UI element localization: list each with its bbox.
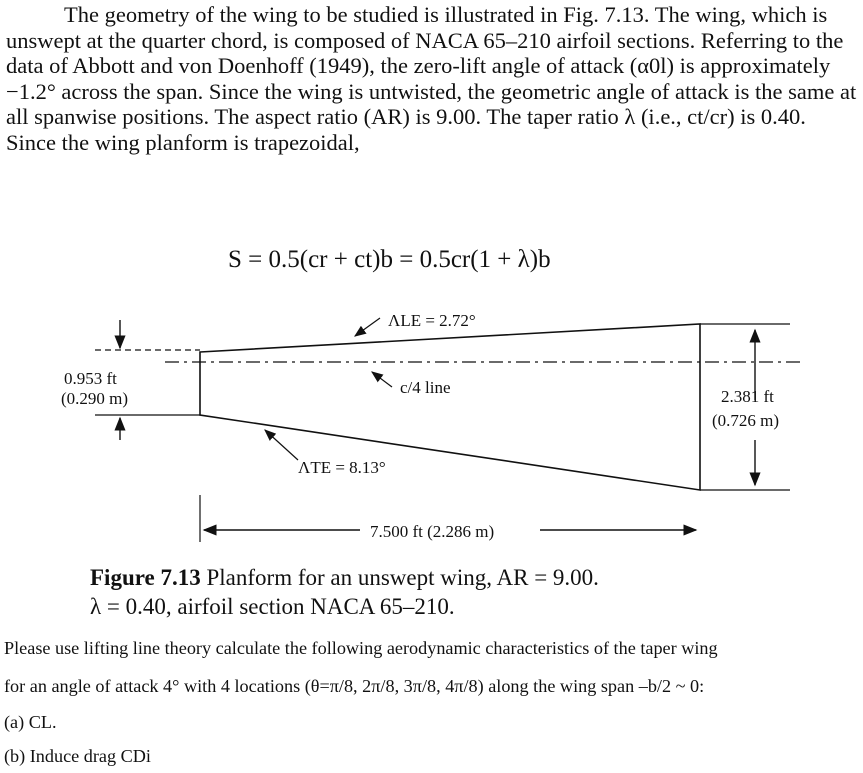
question-line1: Please use lifting line theory calculate the following aerodynamic characteristics of the taper wing — [4, 638, 718, 658]
lambda-te-label: ΛTE = 8.13° — [298, 458, 386, 477]
question-line2: for an angle of attack 4° with 4 locations (θ=π/8, 2π/8, 3π/8, 4π/8) along the wing span –b/2 ~ 0: — [4, 676, 705, 696]
tip-chord-ft: 0.953 ft — [64, 369, 117, 388]
question-b: (b) Induce drag CDi — [4, 746, 151, 766]
tip-chord-m: (0.290 m) — [61, 389, 129, 408]
area-equation: S = 0.5(cr + ct)b = 0.5cr(1 + λ)b — [228, 246, 551, 273]
semispan-label: 7.500 ft (2.286 m) — [370, 522, 495, 541]
question-a: (a) CL. — [4, 712, 57, 732]
lambda-le-label: ΛLE = 2.72° — [388, 311, 476, 330]
caption-line1: Planform for an unswept wing, AR = 9.00. — [206, 565, 599, 590]
wing-planform-figure — [0, 290, 863, 560]
root-chord-m: (0.726 m) — [712, 411, 780, 430]
wing-outline — [200, 324, 700, 490]
figure-caption — [90, 563, 599, 621]
caption-label: Figure 7.13 — [90, 565, 201, 590]
caption-line2: λ = 0.40, airfoil section NACA 65–210. — [90, 594, 455, 619]
intro-paragraph — [6, 2, 858, 156]
paragraph-text: The geometry of the wing to be studied is illustrated in Fig. 7.13. The wing, which is unswept at the quarter chord, is composed of NACA 65–210 airfoil sections. Referring to the data of Abbott and von Doenhoff (1949), the zero-lift angle of attack (α0l) is approximately −1.2° across the span. Since the wing is untwisted, the geometric angle of attack is the same at all spanwise positions. The aspect ratio (AR) is 9.00. The taper ratio λ (i.e., ct/cr) is 0.40. Since the wing planform is trapezoidal, — [6, 2, 857, 155]
quarter-chord-label: c/4 line — [400, 378, 451, 397]
root-chord-ft: 2.381 ft — [721, 387, 774, 406]
